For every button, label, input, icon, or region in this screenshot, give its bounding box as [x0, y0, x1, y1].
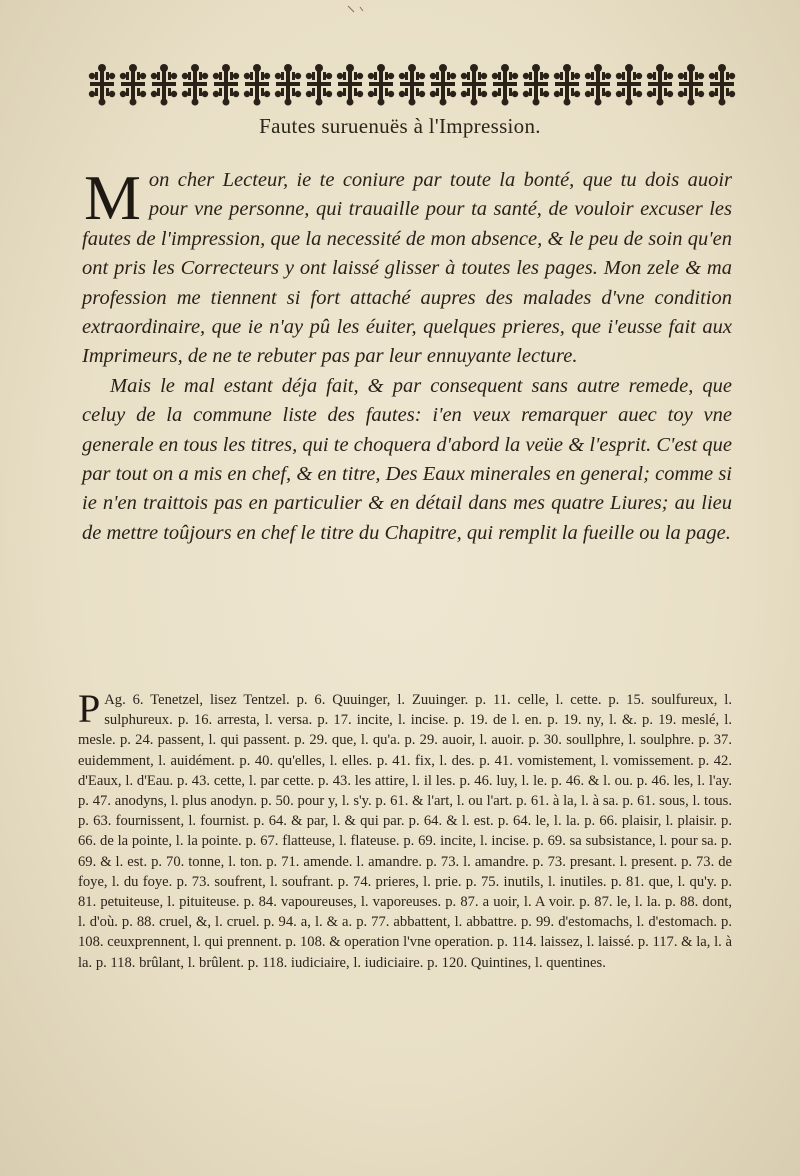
letter-paragraph-1-text: on cher Lecteur, ie te coniure par toute la bonté, que tu dois auoir pour vne personne, qui trauaille pour ta santé, de vouloir excuser les fautes de l'impression, que la necessité de mon absence, & le peu de soin qu'en ont pris les Correcteurs y ont laissé glisser à toutes les pages. Mon zele & ma profession me tiennent si fort attaché aupres des malades d'vne condition extraordinaire, que ie n'ay pû les éuiter, quelques prieres, que i'eusse fait aux Imprimeurs, de ne te rebuter pas par leur ennuyante lecture. [82, 169, 732, 368]
ink-mark-top [330, 4, 390, 14]
letter-to-reader [82, 162, 732, 548]
drop-cap: M [84, 162, 141, 233]
fleuron-ornament-band [86, 62, 738, 106]
letter-paragraph-1 [82, 162, 732, 372]
page-title: Fautes suruenuës à l'Impression. [259, 114, 541, 138]
errata-initial: P [78, 686, 101, 731]
errata-text: Ag. 6. Tenetzel, lisez Tentzel. p. 6. Quuinger, l. Zuuinger. p. 11. celle, l. cette. p. 15. soulfureux, l. sulphureux. p. 16. arresta, l. versa. p. 17. incite, l. incise. p. 19. de l. en. p. 19. ny, l. &. p. 19. meslé, l. mesle. p. 24. passent, l. qui passent. p. 29. que, l. qu'a. p. 29. auoir, l. auoir. p. 30. soullphre, l. soulphre. p. 37. euidemment, l. auidément. p. 40. qu'elles, l. elles. p. 41. fix, l. des. p. 41. vomistement, l. vomissement. p. 42. d'Eaux, l. d'Eau. p. 43. cette, l. par cette. p. 43. les attire, l. il les. p. 46. luy, l. le. p. 46. & l. ou. p. 46. les, l. l'ay. p. 47. anodyns, l. plus anodyn. p. 50. pour y, l. s'y. p. 61. & l'art, l. ou l'art. p. 61. à la, l. à sa. p. 61. sous, l. tous. p. 63. fournissent, l. fournist. p. 64. & par, l. & qui par. p. 64. & l. est. p. 64. le, l. la. p. 66. plaisir, l. plaisir. p. 66. de la pointe, l. la pointe. p. 67. flatteuse, l. flateuse. p. 69. incite, l. incise. p. 69. sa subsistance, l. pour sa. p. 69. & l. est. p. 70. tonne, l. ton. p. 71. amende. l. amandre. p. 73. l. amandre. p. 73. presant. l. present. p. 73. de foye, l. du foye. p. 73. soufrent, l. soufrant. p. 74. prieres, l. prie. p. 75. inutils, l. inutiles. p. 81. que, l. qu'y. p. 81. petuiteuse, l. pituiteuse. p. 84. vapoureuses, l. vaporeuses. p. 87. a uoir, l. A voir. p. 87. le, l. la. p. 88. dont, l. d'où. p. 88. cruel, &, l. cruel. p. 94. a, l. & a. p. 77. abbattent, l. abbattre. p. 99. d'estomachs, l. d'estomach. p. 108. ceuxprennent, l. qui prennent. p. 108. & operation l'vne operation. p. 114. laissez, l. laissé. p. 117. & la, l. à la. p. 118. brûlant, l. brûlent. p. 118. iudiciaire, l. iudiciaire. p. 120. Quintines, l. quentines. [78, 692, 732, 971]
letter-paragraph-2: Mais le mal estant déja fait, & par consequent sans autre remede, que celuy de la commune liste des fautes: i'en veux remarquer auec toy vne generale en tous les titres, qui te choquera d'abord la veüe & l'esprit. C'est que par tout on a mis en chef, & en titre, Des Eaux minerales en general; comme si ie n'en traittois pas en particulier & en détail dans mes quatre Liures; au lieu de mettre toûjours en chef le titre du Chapitre, qui remplit la fueille ou la page. [82, 374, 732, 544]
errata-list [78, 686, 732, 973]
